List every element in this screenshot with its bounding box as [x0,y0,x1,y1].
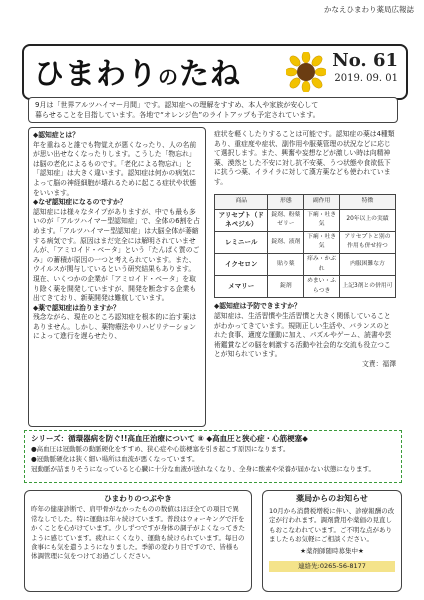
table-header: 形態 [268,194,304,209]
title-part-b: の [158,65,179,89]
table-header: 副作用 [304,194,340,209]
series-title: シリーズ：循環器病を防ぐ!!高血圧治療について ⑧ ◆高血圧と狭心症・心筋梗塞◆ [31,434,308,443]
series-box [24,430,402,483]
table-cell: 内服困難な方 [339,253,395,275]
table-cell: めまい・ふらつき [304,276,340,298]
table-cell: 下痢・吐き気 [304,209,340,231]
title-part-a: ひまわり [34,57,158,92]
table-row [215,253,396,275]
table-cell: 錠剤 [268,276,304,298]
recruit-label: ★薬剤師随時募集中★ [300,546,364,555]
heading-why-dementia: ◆なぜ認知症になるのですか？ [33,198,127,207]
notice-box [262,490,402,592]
title-part-c: たね [179,57,241,92]
author-credit: 文責：福澤 [362,359,396,368]
paragraph-prevention: 認知症は、生活習慣や生活習慣と大きく関係していることがわかってきています。規則正しい生活や、バランスのとれた食事、適度な運動に加え、パズルやゲーム、読書や芸術鑑賞などの脳を刺激する活動や社会的な交流も役立つことが知られています。 [214,311,392,359]
table-cell: 貼り薬 [268,253,304,275]
series-bullet-1: ●高血圧は冠動脈の動脈硬化をすすめ、狭心症や心筋梗塞を引き起こす原因になります。 [31,445,290,453]
diary-title: ひまわりのつぶやき [104,494,172,503]
intro-line-1: 9月は「世界アルツハイマー月間」です。認知症への理解をすすめ、本人や家族が安心して [35,101,319,109]
diary-text: 昨年の健康診断で、肩甲骨がなかったものの数値はほぼ全ての項目で異常なしでした。特に運動は年々続けています。普段はウォーキングで汗をかくことを心がけています。少しずつですが身体の調子がよくなってきたように感じています。疲れにくくなり、運動も続けられています。毎日の食事にも気を遣うようになりました。季節の変わり目ですので、皆様も体調管理に気をつけてお過ごしください。 [31,505,245,561]
intro-box [28,97,398,123]
heading-what-is-dementia: ◆認知症とは？ [33,131,80,139]
table-header-row [215,194,396,209]
sunflower-icon [286,52,326,92]
paragraph-medicine-continued: 症状を軽くしたりすることは可能です。認知症の薬は4種類あり、重症度や症状、副作用や服薬管理の状況などに応じて選択します。また、興奮や妄想などが激しい時は向精神薬、漠然とした不安に対し抗不安薬、うつ状態や食欲低下に抗うつ薬、イライラに対して漢方薬なども使われています。 [214,130,395,186]
paragraph-what-is-dementia: 年を重ねると誰でも物覚えが悪くなったり、人の名前が思い出せなくなったりします。こうした「物忘れ」は脳の老化によるものです。「老化による物忘れ」と「認知症」は大きく違います。認知症は何かの病気によって脳の神経細胞が壊れるために起こる症状や状態をいいます。 [33,140,197,197]
table-cell: イクセロン [215,253,268,275]
table-header: 特徴 [339,194,395,209]
issue-info [332,50,398,84]
issue-date: 2019. 09. 01 [334,73,398,84]
masthead [22,44,408,100]
paragraph-medicine-cure: 残念ながら、現在のところ認知症を根本的に治す薬はありません。しかし、薬物療法やリハビリテーションによって進行を遅らせたり、 [33,313,197,341]
table-cell: 下痢・吐き気 [304,231,340,253]
table-cell: メマリー [215,276,268,298]
series-bullet-2: ●冠動脈硬化は狭く細い場所は血流が悪くなっています。 [31,455,199,463]
table-cell: レミニール [215,231,268,253]
series-bullet-3: 冠動脈が詰まりそうになっていると心臓に十分な血液が送れなくなり、全身に酸素や栄養が届かない状態になります。 [31,465,375,473]
table-cell: アリセプト（ドネペジル） [215,209,268,231]
table-row [215,276,396,298]
table-cell: 痒み・かぶれ [304,253,340,275]
table-cell: 上記3剤との併用可 [339,276,395,298]
notice-text: 10月から消費税増税に伴い、診療報酬の改定が行われます。調剤費用や薬価の見直しもおこなわれています。ご不明な点がありましたらお気軽にご相談ください。 [269,506,395,544]
intro-line-2: 暮らせることを目指しています。各地で“オレンジ色”のライトアップも予定されています。 [35,111,320,119]
issue-number: No. 61 [332,50,398,71]
right-column [212,127,398,427]
table-cell: 20年以上の実績 [339,209,395,231]
heading-prevention: ◆認知症は予防できますか？ [214,302,301,311]
table-cell: アリセプトと別の作用も併せ持つ [339,231,395,253]
table-cell: 錠剤、液剤 [268,231,304,253]
paragraph-why-dementia: 認知症には様々なタイプがありますが、中でも最も多いのが「アルツハイマー型認知症」で、全体の6割を占めます。「アルツハイマー型認知症」は大脳全体が萎縮する病気です。原因はまだ完全には解明されていませんが、「アミロイド・ベータ」という「たんぱく質のごみ」の蓄積が原因の一つと考えられています。また、ウイルスが関与しているという研究結果もあります。現在、いくつかの企業が「アミロイド・ベータ」を取り除く薬を開発していますが、開発を断念する企業も出てきており、新薬開発は難航しています。 [33,207,200,303]
table-row [215,231,396,253]
left-column [28,127,206,427]
diary-box [24,490,252,592]
notice-title: 薬局からのお知らせ [296,494,368,503]
publisher-label: かなえひまわり薬局広報誌 [324,5,414,14]
medicine-table [214,194,396,299]
table-header: 商品 [215,194,268,209]
heading-medicine-cure: ◆薬で認知症は治りますか？ [33,303,120,312]
newsletter-title [34,49,241,93]
contact-number: 連絡先:0265-56-8177 [269,561,395,573]
table-row [215,209,396,231]
table-cell: 錠剤、粉薬ゼリー [268,209,304,231]
